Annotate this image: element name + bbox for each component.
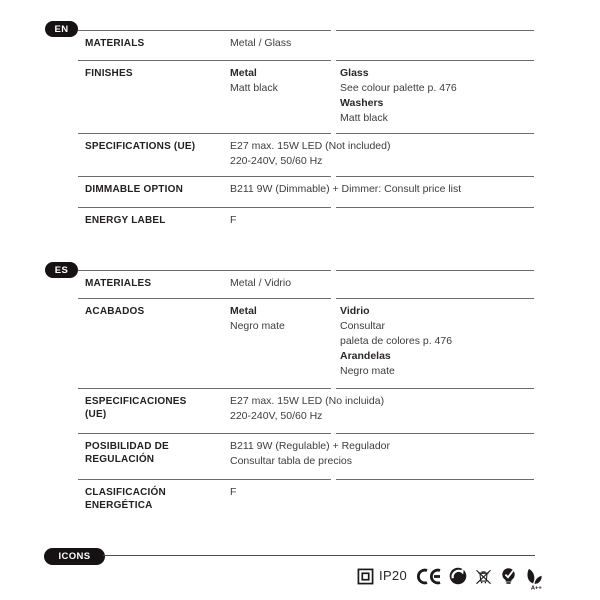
finishes-metal-value: Matt black <box>230 82 278 94</box>
acabados-arandelas-title: Arandelas <box>340 350 391 362</box>
value-line-2: Consultar tabla de precios <box>230 455 352 467</box>
spec-line-1: E27 max. 15W LED (Not included) <box>230 140 391 152</box>
acabados-vidrio-title: Vidrio <box>340 305 370 317</box>
certification-icons-row <box>357 561 544 591</box>
acabados-metal-cell <box>230 304 340 379</box>
en-spec-table <box>78 30 534 240</box>
spec-line-1: E27 max. 15W LED (No incluida) <box>230 395 385 407</box>
green-dot-recycle-icon <box>449 567 467 585</box>
row-value: F <box>230 214 237 226</box>
row-value <box>230 394 384 424</box>
finishes-washers-title: Washers <box>340 97 384 109</box>
row-value: B211 9W (Dimmable) + Dimmer: Consult price list <box>230 183 462 195</box>
label-line-1: POSIBILIDAD DE <box>85 441 169 452</box>
row-label <box>85 439 230 469</box>
row-value: Metal / Glass <box>230 37 292 49</box>
table-row-specifications <box>78 133 534 176</box>
label-line-1: CLASIFICACIÓN <box>85 487 166 498</box>
energy-class-label: A++ <box>530 584 542 590</box>
icons-badge: ICONS <box>44 548 105 565</box>
row-value <box>230 139 390 169</box>
row-value: Metal / Vidrio <box>230 277 292 289</box>
value-line-1: B211 9W (Regulable) + Regulador <box>230 440 391 452</box>
row-value <box>230 439 390 469</box>
label-line-1: ESPECIFICACIONES <box>85 396 187 407</box>
table-row-especificaciones <box>78 388 534 433</box>
row-label: MATERIALS <box>85 38 145 49</box>
acabados-vidrio-note-2: paleta de colores p. 476 <box>340 335 453 347</box>
finishes-metal-title: Metal <box>230 67 257 79</box>
row-label: MATERIALES <box>85 278 152 289</box>
row-label <box>85 485 230 512</box>
table-row-dimmable <box>78 176 534 207</box>
acabados-arandelas-value: Negro mate <box>340 365 395 377</box>
row-value: F <box>230 486 237 498</box>
led-bulb-check-icon <box>500 567 517 586</box>
lang-badge-en: EN <box>45 21 78 37</box>
table-row-materiales <box>78 270 534 298</box>
weee-crossed-bin-icon <box>474 567 493 586</box>
row-label: DIMMABLE OPTION <box>85 184 183 195</box>
table-row-posibilidad <box>78 433 534 479</box>
row-label <box>85 394 230 424</box>
ip20-rating-label: IP20 <box>379 567 407 583</box>
row-label: ACABADOS <box>85 306 145 317</box>
row-label: ENERGY LABEL <box>85 215 166 226</box>
finishes-metal-cell <box>230 66 340 126</box>
spec-line-2: 220-240V, 50/60 Hz <box>230 155 323 167</box>
finishes-glass-note: See colour palette p. 476 <box>340 82 457 94</box>
acabados-metal-title: Metal <box>230 305 257 317</box>
table-row-acabados <box>78 298 534 388</box>
row-label: SPECIFICATIONS (UE) <box>85 141 196 152</box>
label-line-2: REGULACIÓN <box>85 454 155 465</box>
row-label: FINISHES <box>85 68 133 79</box>
acabados-vidrio-note-1: Consultar <box>340 320 385 332</box>
es-spec-table <box>78 270 534 523</box>
ce-mark-icon <box>415 568 442 585</box>
finishes-glass-cell <box>340 66 534 126</box>
label-line-2: (UE) <box>85 409 107 420</box>
icons-divider-line <box>103 555 535 556</box>
table-row-finishes <box>78 60 534 133</box>
table-row-materials <box>78 30 534 60</box>
lang-badge-es: ES <box>45 262 78 278</box>
energy-leaf-icon <box>524 567 544 590</box>
class-ii-double-square-icon <box>357 568 374 585</box>
acabados-metal-value: Negro mate <box>230 320 285 332</box>
acabados-vidrio-cell <box>340 304 534 379</box>
finishes-glass-title: Glass <box>340 67 369 79</box>
spec-line-2: 220-240V, 50/60 Hz <box>230 410 323 422</box>
label-line-2: ENERGÉTICA <box>85 500 153 511</box>
finishes-washers-value: Matt black <box>340 112 388 124</box>
table-row-clasificacion <box>78 479 534 523</box>
table-row-energy-label <box>78 207 534 240</box>
